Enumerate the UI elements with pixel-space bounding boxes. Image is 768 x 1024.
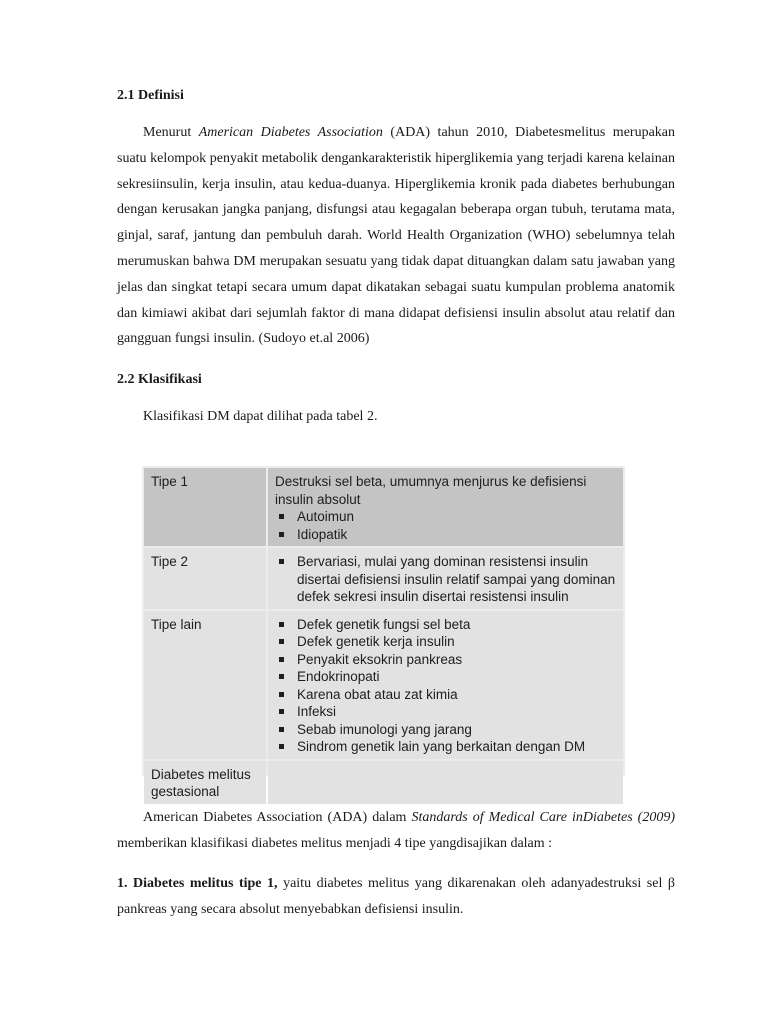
list-item: Karena obat atau zat kimia <box>275 686 616 704</box>
section-text-top <box>117 86 675 430</box>
heading-klasifikasi: 2.2 Klasifikasi <box>117 372 202 388</box>
ada-italic: American Diabetes Association <box>198 125 383 140</box>
table-cell-description <box>268 761 623 804</box>
table-cell-type: Tipe 2 <box>144 548 266 609</box>
list-item: Defek genetik kerja insulin <box>275 633 616 651</box>
table-row-tipe-lain <box>144 611 623 759</box>
heading-definisi: 2.1 Definisi <box>117 88 184 103</box>
table-cell-type: Tipe 1 <box>144 468 266 546</box>
paragraph-ada-classification: American Diabetes Association (ADA) dalam Standards of Medical Care inDiabetes (2009) memberikan klasifikasi diabetes melitus menjadi 4 tipe yangdisajikan dalam : <box>117 810 675 851</box>
table-bullet-list <box>275 508 616 543</box>
table-bullet-list <box>275 553 616 606</box>
tipe-1-bold-label: 1. Diabetes melitus tipe 1, <box>117 876 278 891</box>
section-text-bottom <box>117 805 675 923</box>
list-item: Bervariasi, mulai yang dominan resistensi insulin disertai defisiensi insulin relatif sampai yang dominan defek sekresi insulin disertai resistensi insulin <box>275 553 616 606</box>
list-item: Autoimun <box>275 508 616 526</box>
list-item: Endokrinopati <box>275 668 616 686</box>
table-cell-description <box>268 548 623 609</box>
table-cell-type: Tipe lain <box>144 611 266 759</box>
table-desc-text: Destruksi sel beta, umumnya menjurus ke defisiensi insulin absolut <box>275 474 587 507</box>
table-cell-description <box>268 611 623 759</box>
list-item: Infeksi <box>275 703 616 721</box>
classification-table <box>142 466 625 799</box>
list-item: Defek genetik fungsi sel beta <box>275 616 616 634</box>
table-bullet-list <box>275 616 616 756</box>
paragraph-klasifikasi-intro: Klasifikasi DM dapat dilihat pada tabel 2. <box>143 409 378 425</box>
table-cell-type: Diabetes melitus gestasional <box>144 761 266 804</box>
paragraph-definisi: Menurut American Diabetes Association (ADA) tahun 2010, Diabetesmelitus merupakan suatu kelompok penyakit metabolik dengankarakteristik hiperglikemia yang terjadi karena kelainan sekresiinsulin, kerja insulin, atau kedua-duanya. Hiperglikemia kronik pada diabetes berhubungan dengan kerusakan jangka panjang, disfungsi atau kegagalan beberapa organ tubuh, terutama mata, ginjal, saraf, jantung dan pembuluh darah. World Health Organization (WHO) sebelumnya telah merumuskan bahwa DM merupakan sesuatu yang tidak dapat dituangkan dalam satu jawaban yang jelas dan singkat tetapi secara umum dapat dikatakan sebagai suatu kumpulan problema anatomik dan kimiawi akibat dari sejumlah faktor di mana didapat defisiensi insulin absolut atau relatif dan gangguan fungsi insulin. (Sudoyo et.al 2006) <box>117 125 675 347</box>
list-item: Sebab imunologi yang jarang <box>275 721 616 739</box>
table-row-tipe-1 <box>144 468 623 546</box>
classification-table-grid <box>142 466 625 806</box>
paragraph-tipe-1: 1. Diabetes melitus tipe 1, yaitu diabetes melitus yang dikarenakan oleh adanyadestruksi sel β pankreas yang secara absolut menyebabkan defisiensi insulin. <box>117 876 675 917</box>
table-row-gestasional <box>144 761 623 804</box>
table-cell-description <box>268 468 623 546</box>
list-item: Penyakit eksokrin pankreas <box>275 651 616 669</box>
list-item: Sindrom genetik lain yang berkaitan dengan DM <box>275 738 616 756</box>
standards-italic: Standards of Medical Care inDiabetes (2009) <box>411 810 675 825</box>
table-row-tipe-2 <box>144 548 623 609</box>
list-item: Idiopatik <box>275 526 616 544</box>
